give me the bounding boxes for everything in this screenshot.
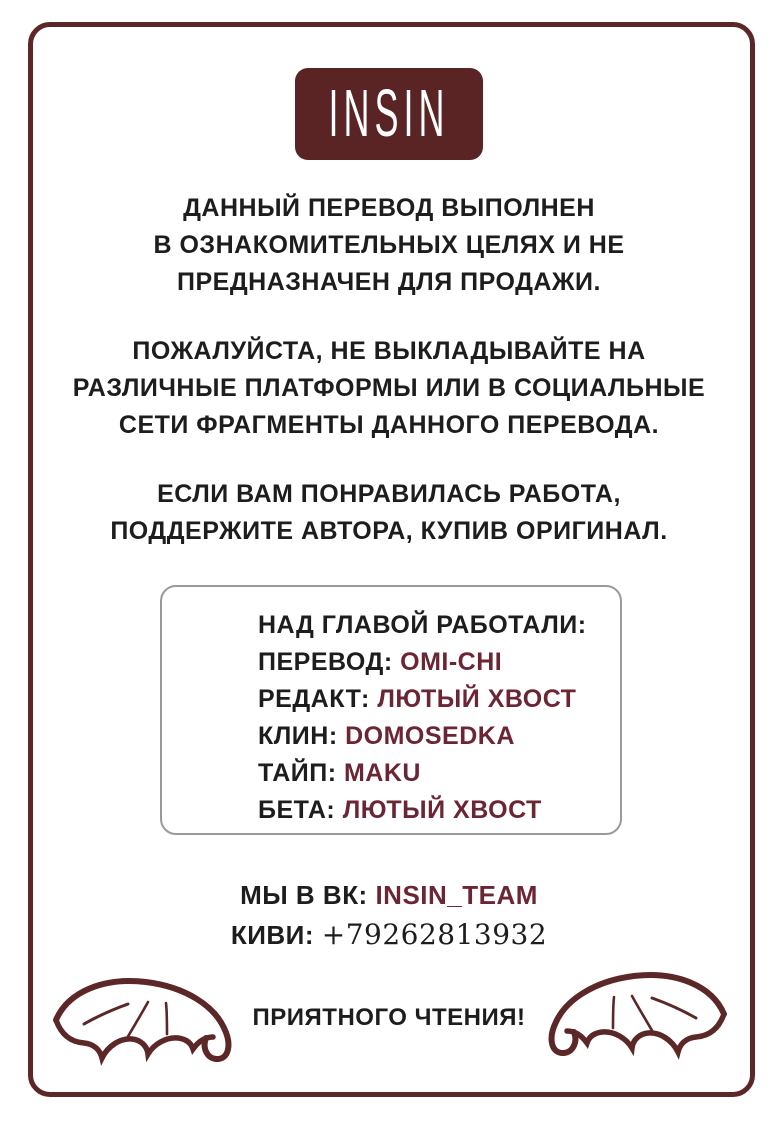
vk-team-name: INSIN_TEAM bbox=[375, 880, 538, 910]
footer-message: ПРИЯТНОГО ЧТЕНИЯ! bbox=[252, 1004, 526, 1031]
kiwi-line bbox=[0, 915, 778, 955]
bat-wing-right-icon bbox=[540, 966, 732, 1061]
credit-value: MAKU bbox=[343, 759, 421, 787]
credits-box bbox=[160, 585, 622, 835]
request-line: ПОЖАЛУЙСТА, НЕ ВЫКЛАДЫВАЙТЕ НА bbox=[132, 337, 646, 365]
credit-row-editing bbox=[258, 681, 600, 718]
insin-logo bbox=[295, 68, 483, 160]
credit-label: ПЕРЕВОД: bbox=[258, 648, 393, 676]
support-line: ЕСЛИ ВАМ ПОНРАВИЛАСЬ РАБОТА, bbox=[157, 480, 621, 508]
disclaimer-line: В ОЗНАКОМИТЕЛЬНЫХ ЦЕЛЯХ И НЕ bbox=[153, 231, 625, 259]
support-line: ПОДДЕРЖИТЕ АВТОРА, КУПИВ ОРИГИНАЛ. bbox=[110, 517, 668, 545]
credit-row-beta bbox=[258, 792, 600, 829]
credit-value: ЛЮТЫЙ ХВОСТ bbox=[342, 796, 542, 824]
credit-row-typesetting bbox=[258, 755, 600, 792]
contacts-block bbox=[0, 876, 778, 955]
kiwi-number: +79262813932 bbox=[321, 918, 548, 951]
credit-label: РЕДАКТ: bbox=[258, 685, 370, 713]
vk-line bbox=[0, 876, 778, 915]
credit-label: ТАЙП: bbox=[258, 759, 337, 787]
credit-row-translation bbox=[258, 644, 600, 681]
request-line: СЕТИ ФРАГМЕНТЫ ДАННОГО ПЕРЕВОДА. bbox=[118, 411, 660, 439]
kiwi-label: КИВИ: bbox=[230, 920, 315, 950]
request-line: РАЗЛИЧНЫЕ ПЛАТФОРМЫ ИЛИ В СОЦИАЛЬНЫЕ bbox=[72, 374, 706, 402]
request-paragraph bbox=[40, 333, 738, 444]
credit-label: БЕТА: bbox=[258, 796, 336, 824]
credits-title: НАД ГЛАВОЙ РАБОТАЛИ: bbox=[258, 611, 587, 639]
credit-label: КЛИН: bbox=[258, 722, 338, 750]
credit-value: OMI-CHI bbox=[400, 648, 503, 676]
credit-value: ЛЮТЫЙ ХВОСТ bbox=[377, 685, 577, 713]
support-paragraph bbox=[40, 476, 738, 550]
credit-row-cleaning bbox=[258, 718, 600, 755]
disclaimer-paragraph bbox=[40, 190, 738, 301]
insin-logo-text: INSIN bbox=[328, 75, 450, 151]
credit-value: DOMOSEDKA bbox=[345, 722, 515, 750]
disclaimer-line: ПРЕДНАЗНАЧЕН ДЛЯ ПРОДАЖИ. bbox=[177, 268, 601, 296]
disclaimer-line: ДАННЫЙ ПЕРЕВОД ВЫПОЛНЕН bbox=[183, 194, 595, 222]
vk-label: МЫ В ВК: bbox=[240, 880, 368, 910]
